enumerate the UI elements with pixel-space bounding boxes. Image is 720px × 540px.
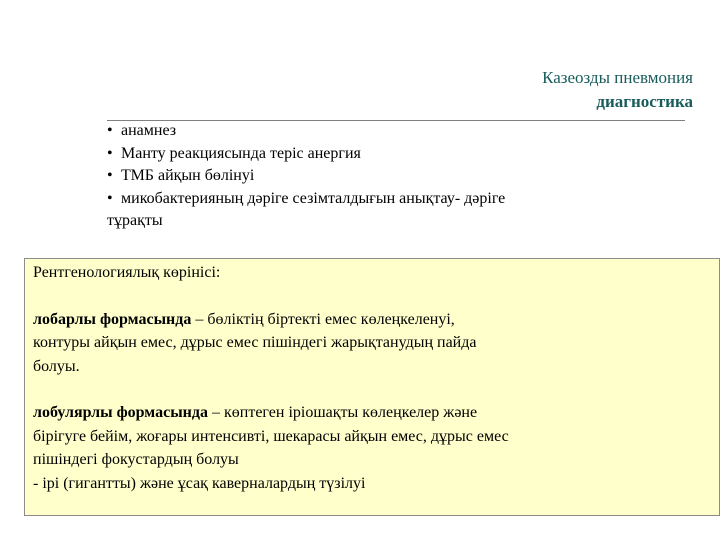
xray-findings-box [24,258,720,516]
bullet-icon: • [107,189,113,207]
list-item-text: анамнез [121,122,177,139]
bullet-icon: • [107,167,113,184]
lobular-text-1: – көптеген іріошақты көлеңкелер және [208,404,478,422]
lobar-text-1: – бөліктің біртекті емес көлеңкеленуі, [191,310,455,328]
spacer [33,284,711,307]
title-text: Казеозды пневмония [542,68,693,87]
spacer [33,378,711,401]
subtitle-text: диагностика [596,92,693,111]
cavern-line: - ірі (гигантты) және ұсақ каверналардың түзілуі [33,474,366,492]
bullet-icon: • [107,144,113,162]
list-item-text: микобактерияның дәріге сезімталдығын анықтау- дәріге [121,189,506,207]
lobar-line-2: контуры айқын емес, дұрыс емес пішіндегі жарықтанудың пайда [33,334,477,352]
lobar-term: лобарлы формасында [33,310,192,328]
list-item [107,165,667,188]
diagnostics-list [107,120,667,233]
slide-title [542,66,693,114]
list-item [107,143,667,166]
lobular-line-3: пішіндегі фокустардың болуы [33,451,239,469]
list-item-text: Манту реакциясында теріс анергия [121,144,361,162]
list-item [107,120,667,143]
bullet-icon: • [107,122,113,139]
xray-heading: Рентгенологиялық көрінісі: [33,264,221,281]
list-item-text: тұрақты [107,212,163,229]
lobar-line-1 [33,308,711,331]
lobular-term: лобулярлы формасында [33,404,208,422]
list-item-continuation [107,210,667,233]
list-item [107,188,667,211]
lobular-line-1 [33,401,711,424]
list-item-text: ТМБ айқын бөлінуі [121,167,255,184]
lobar-line-3: болуы. [33,357,80,375]
lobular-line-2: бірігуге бейім, жоғары интенсивті, шекарасы айқын емес, дұрыс емес [33,427,509,445]
